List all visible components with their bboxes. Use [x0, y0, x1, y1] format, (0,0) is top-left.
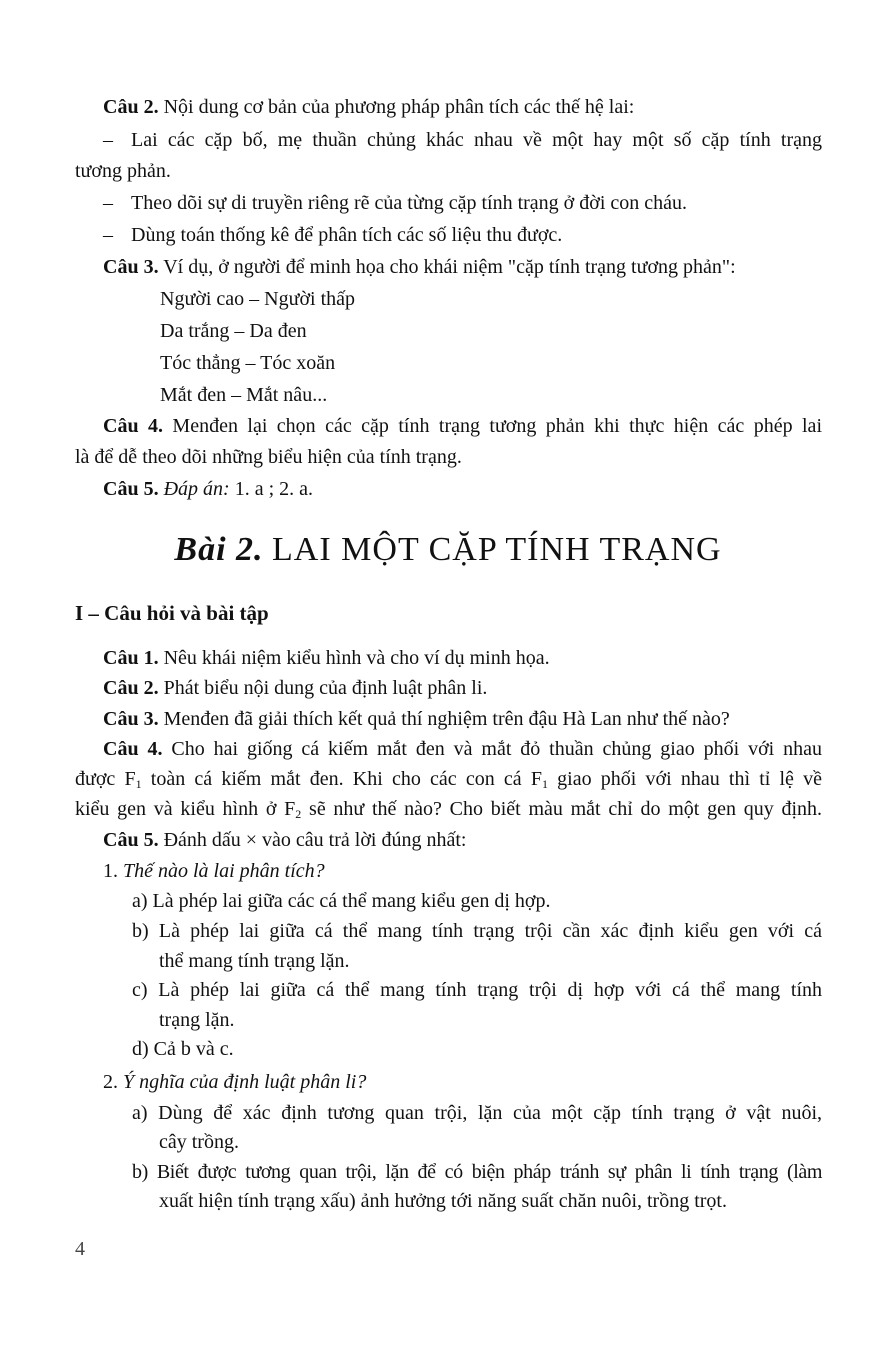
q4-line3-part-a: kiểu gen và kiểu hình ở F: [75, 798, 296, 820]
example-1: Người cao – Người thấp: [160, 288, 356, 310]
question-3-text: Menđen đã giải thích kết quả thí nghiệm trên đậu Hà Lan như thế nào?: [158, 708, 730, 730]
option-2b-cont: xuất hiện tính trạng xấu) ảnh hưởng tới năng suất chăn nuôi, trồng trọt.: [159, 1190, 727, 1212]
bullet-3-text: Dùng toán thống kê để phân tích các số liệu thu được.: [131, 224, 563, 246]
bullet-3: [103, 220, 822, 250]
q4-line2-part-b: toàn cá kiếm mắt đen. Khi cho các con cá F: [141, 768, 542, 790]
option-2a-cont: cây trồng.: [159, 1131, 239, 1153]
answer-5-label: Câu 5.: [103, 478, 159, 500]
q4-line2-part-a: được F: [75, 768, 136, 790]
sub-question-2: [103, 1067, 822, 1097]
option-2a: a) Dùng để xác định tương quan trội, lặn của một cặp tính trạng ở vật nuôi,: [132, 1102, 822, 1124]
answer-2: [103, 92, 822, 122]
answer-4-line2: là để dễ theo dõi những biểu hiện của tính trạng.: [75, 446, 462, 468]
sub-question-2-text: Ý nghĩa của định luật phân li?: [123, 1071, 367, 1093]
option-1a: a) Là phép lai giữa các cá thể mang kiểu gen dị hợp.: [132, 890, 551, 912]
option-1b: b) Là phép lai giữa cá thể mang tính trạng trội cần xác định kiểu gen với cá: [132, 920, 822, 942]
answer-2-text: Nội dung cơ bản của phương pháp phân tích các thế hệ lai:: [158, 96, 635, 118]
q4-line3-part-b: sẽ như thế nào? Cho biết màu mắt chỉ do một gen quy định.: [301, 798, 822, 820]
dash-icon: –: [103, 129, 113, 151]
answer-5: [103, 474, 822, 504]
question-2-text: Phát biểu nội dung của định luật phân li.: [158, 677, 488, 699]
dash-icon: –: [103, 192, 113, 214]
question-1-label: Câu 1.: [103, 647, 159, 669]
answer-3-text: Ví dụ, ở người để minh họa cho khái niệm "cặp tính trạng tương phản":: [158, 256, 736, 278]
answer-2-label: Câu 2.: [103, 96, 159, 118]
section-heading: I – Câu hỏi và bài tập: [75, 601, 269, 625]
sub-question-1-number: 1.: [103, 860, 123, 882]
q4-line2-subscript-2: 1: [541, 777, 548, 791]
bullet-2-text: Theo dõi sự di truyền riêng rẽ của từng cặp tính trạng ở đời con cháu.: [131, 192, 688, 214]
example-2: Da trắng – Da đen: [160, 320, 307, 342]
question-4-line2: [75, 764, 822, 794]
bullet-1: [103, 125, 822, 155]
answer-5-answer-label: Đáp án:: [163, 478, 230, 500]
option-1b-cont: thể mang tính trạng lặn.: [159, 950, 350, 972]
example-4: Mắt đen – Mắt nâu...: [160, 384, 328, 406]
answer-4: [103, 411, 822, 441]
option-1d: d) Cả b và c.: [132, 1038, 234, 1060]
bullet-2: [103, 188, 822, 218]
question-1-text: Nêu khái niệm kiểu hình và cho ví dụ minh họa.: [158, 647, 550, 669]
option-1c-cont: trạng lặn.: [159, 1009, 235, 1031]
answer-4-cont: [75, 442, 822, 472]
lesson-name: LAI MỘT CẶP TÍNH TRẠNG: [272, 531, 722, 568]
question-4-line3: [75, 794, 822, 824]
question-5-label: Câu 5.: [103, 829, 159, 851]
example-3: Tóc thẳng – Tóc xoăn: [160, 352, 336, 374]
question-2-label: Câu 2.: [103, 677, 159, 699]
q4-line2-part-c: giao phối với nhau thì tỉ lệ về: [547, 768, 822, 790]
q4-line3-subscript: 2: [295, 807, 302, 821]
dash-icon: –: [103, 224, 113, 246]
option-2b: b) Biết được tương quan trội, lặn để có biện pháp tránh sự phân li tính trạng (làm: [132, 1161, 822, 1183]
answer-4-label: Câu 4.: [103, 415, 163, 437]
lesson-number: Bài 2.: [174, 531, 264, 568]
answer-3-label: Câu 3.: [103, 256, 159, 278]
q4-line2-subscript-1: 1: [135, 777, 142, 791]
question-5: [103, 825, 822, 855]
bullet-1-cont: [75, 156, 822, 186]
question-5-text: Đánh dấu × vào câu trả lời đúng nhất:: [158, 829, 467, 851]
answer-4-line1: Menđen lại chọn các cặp tính trạng tương phản khi thực hiện các phép lai: [163, 415, 822, 437]
sub-question-1: [103, 856, 822, 886]
question-4-label: Câu 4.: [103, 738, 163, 760]
sub-question-2-number: 2.: [103, 1071, 123, 1093]
bullet-1-line2: tương phản.: [75, 160, 171, 182]
question-4-line1: Cho hai giống cá kiếm mắt đen và mắt đỏ thuần chủng giao phối với nhau: [162, 738, 822, 760]
question-4: [103, 734, 822, 764]
answer-5-answer: 1. a ; 2. a.: [229, 478, 313, 500]
question-3-label: Câu 3.: [103, 708, 159, 730]
bullet-1-line1: Lai các cặp bố, mẹ thuần chủng khác nhau về một hay một số cặp tính trạng: [131, 129, 822, 151]
lesson-title: [0, 528, 896, 572]
page-number: 4: [75, 1238, 85, 1260]
sub-question-1-text: Thế nào là lai phân tích?: [123, 860, 325, 882]
question-1: [103, 643, 822, 673]
option-1c: c) Là phép lai giữa cá thể mang tính trạng trội dị hợp với cá thể mang tính: [132, 979, 822, 1001]
question-2: [103, 673, 822, 703]
question-3: [103, 704, 822, 734]
answer-3: [103, 252, 822, 282]
